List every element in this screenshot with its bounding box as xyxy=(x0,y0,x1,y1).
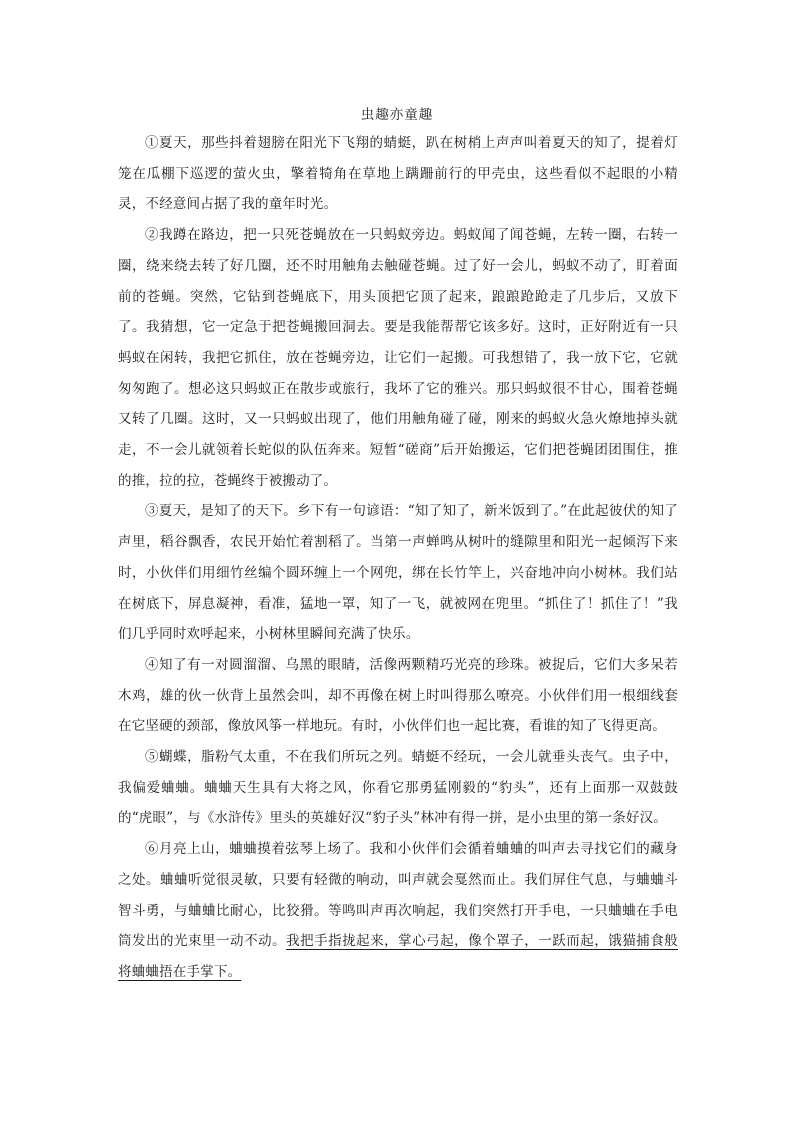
document-body xyxy=(118,128,678,988)
paragraph-6-text: ⑥月亮上山，蛐蛐摸着弦琴上场了。我和小伙伴们会循着蛐蛐的叫声去寻找它们的藏身之处。蛐蛐听觉很灵敏，只要有轻微的响动，叫声就会戛然而止。我们屏住气息，与蛐蛐斗智斗勇，与蛐蛐比耐心，比狡猾。等鸣叫声再次响起，我们突然打开手电，一只蛐蛐在手电筒发出的光束里一动不动。 xyxy=(118,841,678,950)
paragraph-6 xyxy=(118,834,678,988)
paragraph-4: ④知了有一对圆溜溜、乌黑的眼睛，活像两颗精巧光亮的珍珠。被捉后，它们大多呆若木鸡，雄的伙一伙背上虽然会叫，却不再像在树上时叫得那么嘹亮。小伙伴们用一根细线套在它坚硬的颈部，像放风筝一样地玩。有时，小伙伴们也一起比赛，看谁的知了飞得更高。 xyxy=(118,656,678,735)
paragraph-5: ⑤蝴蝶，脂粉气太重，不在我们所玩之列。蜻蜓不经玩，一会儿就垂头丧气。虫子中，我偏爱蛐蛐。蛐蛐天生具有大将之风，你看它那勇猛刚毅的“豹头”，还有上面那一双鼓鼓的“虎眼”，与《水浒传》里头的英雄好汉“豹子头”林冲有得一拼，是小虫里的第一条好汉。 xyxy=(118,749,678,827)
underlined-sentence: 我把手指拢起来，掌心弓起，像个罩子，一跃而起，饿猫捕食般将蛐蛐捂在手掌下。 xyxy=(118,933,678,980)
paragraph-1: ①夏天，那些抖着翅膀在阳光下飞翔的蜻蜓，趴在树梢上声声叫着夏天的知了，提着灯笼在瓜棚下巡逻的萤火虫，擎着犄角在草地上蹒跚前行的甲壳虫，这些看似不起眼的小精灵，不经意间占据了我的童年时光。 xyxy=(118,135,678,213)
paragraph-3: ③夏天，是知了的天下。乡下有一句谚语：“知了知了，新米饭到了。”在此起彼伏的知了声里，稻谷飘香，农民开始忙着割稻了。当第一声蝉鸣从树叶的缝隙里和阳光一起倾泻下来时，小伙伴们用细竹丝编个圆环缠上一个网兜，绑在长竹竿上，兴奋地冲向小树林。我们站在树底下，屏息凝神，看准，猛地一罩，知了一飞，就被网在兜里。“抓住了！抓住了！”我们几乎同时欢呼起来，小树林里瞬间充满了快乐。 xyxy=(118,503,678,643)
document-title: 虫趣亦童趣 xyxy=(360,107,434,123)
paragraph-2: ②我蹲在路边，把一只死苍蝇放在一只蚂蚁旁边。蚂蚁闻了闻苍蝇，左转一圈，右转一圈，绕来绕去转了好几圈，还不时用触角去触碰苍蝇。过了好一会儿，蚂蚁不动了，盯着面前的苍蝇。突然，它钻到苍蝇底下，用头顶把它顶了起来，踉踉跄跄走了几步后，又放下了。我猜想，它一定急于把苍蝇搬回洞去。要是我能帮帮它该多好。这时，正好附近有一只蚂蚁在闲转，我把它抓住，放在苍蝇旁边，让它们一起搬。可我想错了，我一放下它，它就匆匆跑了。想必这只蚂蚁正在散步或旅行，我坏了它的雅兴。那只蚂蚁很不甘心，围着苍蝇又转了几圈。这时，又一只蚂蚁出现了，他们用触角碰了碰，刚来的蚂蚁火急火燎地掉头就走，不一会儿就领着长蛇似的队伍奔来。短暂“磋商”后开始搬运，它们把苍蝇团团围住，推的推，拉的拉，苍蝇终于被搬动了。 xyxy=(118,227,678,489)
